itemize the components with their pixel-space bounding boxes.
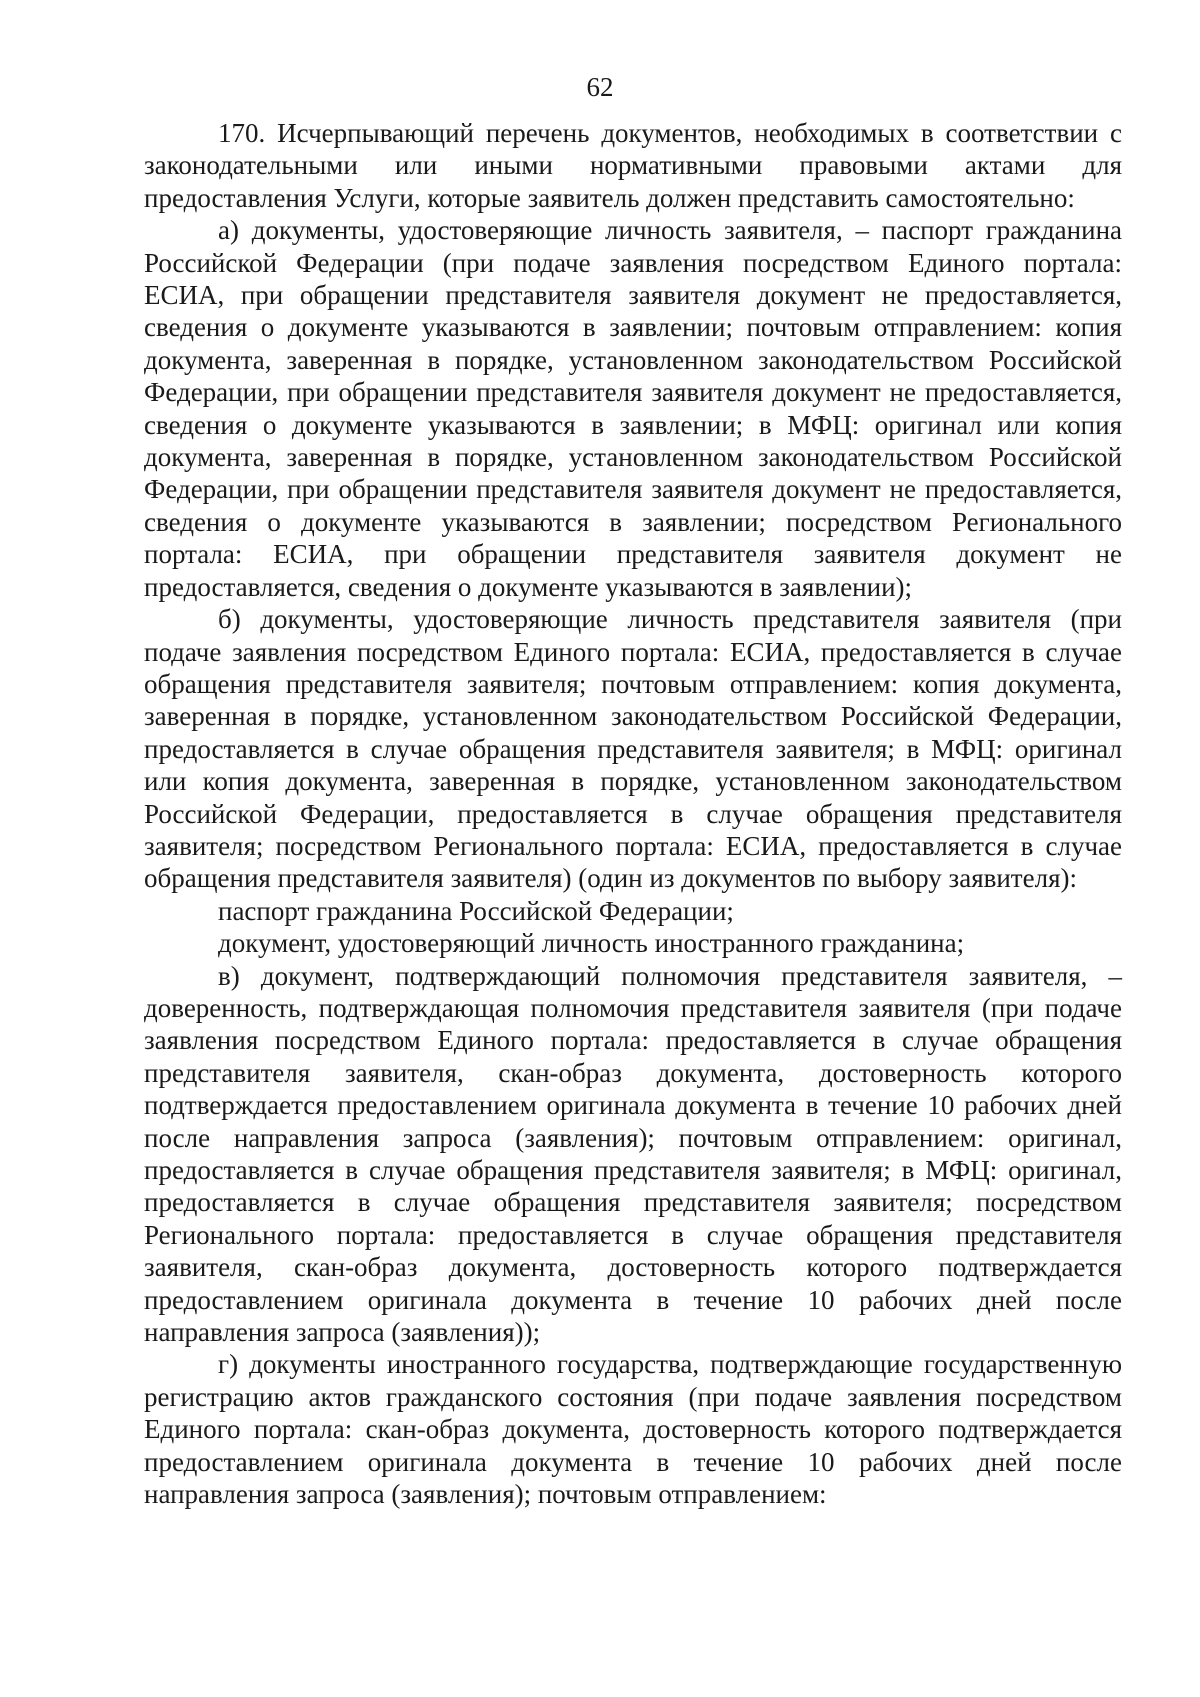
list-item-foreign-id: документ, удостоверяющий личность иностранного гражданина;	[218, 928, 965, 959]
list-item-passport: паспорт гражданина Российской Федерации;	[218, 895, 734, 926]
paragraph-170: 170. Исчерпывающий перечень документов, необходимых в соответствии с законодательными или иными нормативными правовыми актами для предоставления Услуги, которые заявитель должен представить самостоятельно:	[144, 118, 1122, 213]
paragraph-item-b: б) документы, удостоверяющие личность представителя заявителя (при подаче заявления посредством Единого портала: ЕСИА, предоставляется в случае обращения представителя заявителя; почтовым отправлением: копия документа, заверенная в порядке, установленном законодательством Российской Федерации, предоставляется в случае обращения представителя заявителя; в МФЦ: оригинал или копия документа, заверенная в порядке, установленном законодательством Российской Федерации, предоставляется в случае обращения представителя заявителя; посредством Регионального портала: ЕСИА, предоставляется в случае обращения представителя заявителя) (один из документов по выбору заявителя):	[144, 604, 1122, 894]
document-body	[144, 117, 1122, 1510]
page-number: 62	[586, 72, 614, 102]
paragraph-item-v: в) документ, подтверждающий полномочия представителя заявителя, – доверенность, подтверждающая полномочия представителя заявителя (при подаче заявления посредством Единого портала: предоставляется в случае обращения представителя заявителя, скан-образ документа, достоверность которого подтверждается предоставлением оригинала документа в течение 10 рабочих дней после направления запроса (заявления); почтовым отправлением: оригинал, предоставляется в случае обращения представителя заявителя; в МФЦ: оригинал, предоставляется в случае обращения представителя заявителя; посредством Регионального портала: предоставляется в случае обращения представителя заявителя, скан-образ документа, достоверность которого подтверждается предоставлением оригинала документа в течение 10 рабочих дней после направления запроса (заявления));	[144, 960, 1122, 1348]
paragraph-item-g: г) документы иностранного государства, подтверждающие государственную регистрацию актов гражданского состояния (при подаче заявления посредством Единого портала: скан-образ документа, достоверность которого подтверждается предоставлением оригинала документа в течение 10 рабочих дней после направления запроса (заявления); почтовым отправлением:	[144, 1349, 1122, 1510]
paragraph-item-a: а) документы, удостоверяющие личность заявителя, – паспорт гражданина Российской Федерации (при подаче заявления посредством Единого портала: ЕСИА, при обращении представителя заявителя документ не предоставляется, сведения о документе указываются в заявлении; почтовым отправлением: копия документа, заверенная в порядке, установленном законодательством Российской Федерации, при обращении представителя заявителя документ не предоставляется, сведения о документе указываются в заявлении; в МФЦ: оригинал или копия документа, заверенная в порядке, установленном законодательством Российской Федерации, при обращении представителя заявителя документ не предоставляется, сведения о документе указываются в заявлении; посредством Регионального портала: ЕСИА, при обращении представителя заявителя документ не предоставляется, сведения о документе указываются в заявлении);	[144, 215, 1122, 602]
